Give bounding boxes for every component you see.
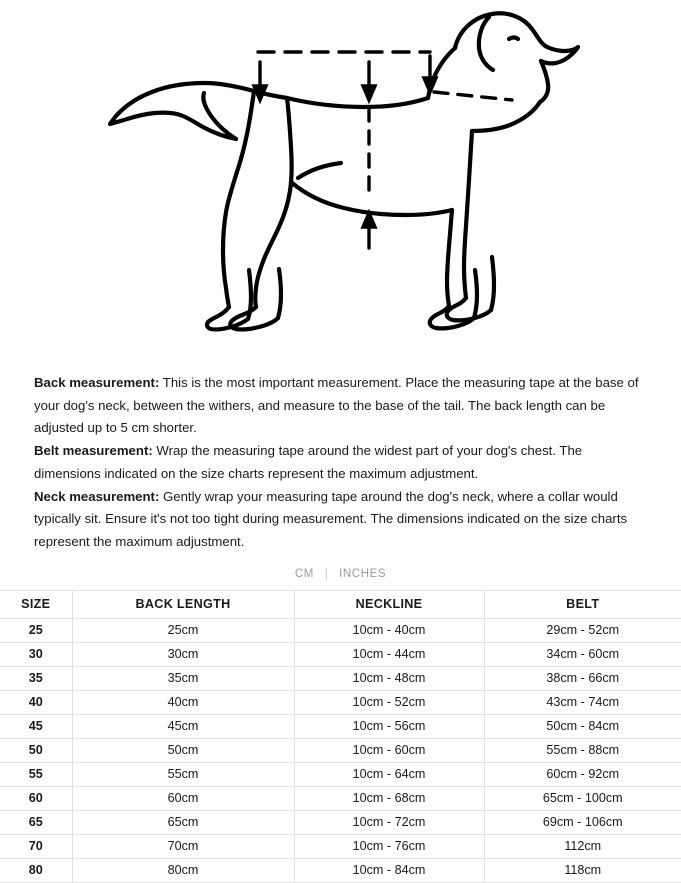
cell-belt: 38cm - 66cm: [484, 666, 681, 690]
cell-neckline: 10cm - 44cm: [294, 642, 484, 666]
cell-back-length: 35cm: [72, 666, 294, 690]
cell-size: 80: [0, 858, 72, 882]
cell-back-length: 30cm: [72, 642, 294, 666]
cell-neckline: 10cm - 84cm: [294, 858, 484, 882]
column-header-size: SIZE: [0, 590, 72, 618]
cell-neckline: 10cm - 60cm: [294, 738, 484, 762]
cell-neckline: 10cm - 64cm: [294, 762, 484, 786]
cell-neckline: 10cm - 76cm: [294, 834, 484, 858]
cell-belt: 43cm - 74cm: [484, 690, 681, 714]
neck-dashed-line: [434, 92, 512, 100]
cell-back-length: 70cm: [72, 834, 294, 858]
back-measurement-description: [34, 372, 647, 440]
belt-measurement-label: Belt measurement:: [34, 443, 153, 459]
dog-outline-svg: [0, 0, 681, 360]
measurement-descriptions: [0, 360, 681, 554]
neck-measurement-text: Gently wrap your measuring tape around the dog's neck, where a collar would typically sit. Ensure it's not too tight during measurement. The dimensions indicated on the size charts represent the maximum adjustment.: [34, 488, 628, 549]
table-header-row: [0, 590, 681, 618]
unit-separator: |: [324, 567, 329, 580]
cell-size: 30: [0, 642, 72, 666]
cell-belt: 60cm - 92cm: [484, 762, 681, 786]
cell-belt: 55cm - 88cm: [484, 738, 681, 762]
table-row: [0, 738, 681, 762]
cell-back-length: 65cm: [72, 810, 294, 834]
dog-measurement-diagram: [0, 0, 681, 360]
unit-inches-option[interactable]: INCHES: [339, 567, 387, 580]
column-header-belt: BELT: [484, 590, 681, 618]
cell-size: 65: [0, 810, 72, 834]
cell-belt: 29cm - 52cm: [484, 618, 681, 642]
table-row: [0, 786, 681, 810]
table-row: [0, 714, 681, 738]
cell-neckline: 10cm - 48cm: [294, 666, 484, 690]
cell-size: 25: [0, 618, 72, 642]
table-row: [0, 858, 681, 882]
table-row: [0, 618, 681, 642]
cell-belt: 50cm - 84cm: [484, 714, 681, 738]
size-chart-body: [0, 618, 681, 882]
cell-belt: 118cm: [484, 858, 681, 882]
cell-back-length: 45cm: [72, 714, 294, 738]
table-row: [0, 666, 681, 690]
cell-neckline: 10cm - 56cm: [294, 714, 484, 738]
cell-neckline: 10cm - 68cm: [294, 786, 484, 810]
unit-cm-option[interactable]: CM: [294, 567, 314, 580]
belt-measurement-description: [34, 440, 647, 485]
neck-measurement-label: Neck measurement:: [34, 488, 160, 504]
table-row: [0, 690, 681, 714]
cell-belt: 112cm: [484, 834, 681, 858]
column-header-back-length: BACK LENGTH: [72, 590, 294, 618]
cell-back-length: 40cm: [72, 690, 294, 714]
cell-neckline: 10cm - 72cm: [294, 810, 484, 834]
neck-measurement-description: [34, 486, 647, 554]
cell-size: 40: [0, 690, 72, 714]
table-row: [0, 834, 681, 858]
cell-size: 50: [0, 738, 72, 762]
cell-size: 60: [0, 786, 72, 810]
table-row: [0, 762, 681, 786]
cell-size: 35: [0, 666, 72, 690]
back-measurement-label: Back measurement:: [34, 375, 160, 390]
belt-measurement-text: Wrap the measuring tape around the widest part of your dog's chest. The dimensions indicated on the size charts represent the maximum adjustment.: [34, 443, 583, 481]
cell-back-length: 55cm: [72, 762, 294, 786]
cell-neckline: 10cm - 52cm: [294, 690, 484, 714]
column-header-neckline: NECKLINE: [294, 590, 484, 618]
cell-size: 45: [0, 714, 72, 738]
cell-size: 55: [0, 762, 72, 786]
cell-neckline: 10cm - 40cm: [294, 618, 484, 642]
cell-back-length: 60cm: [72, 786, 294, 810]
cell-size: 70: [0, 834, 72, 858]
size-chart-table: [0, 590, 681, 883]
cell-back-length: 80cm: [72, 858, 294, 882]
cell-belt: 69cm - 106cm: [484, 810, 681, 834]
back-measurement-text: This is the most important measurement. Place the measuring tape at the base of your dog's neck, between the withers, and measure to the base of the tail. The back length can be adjusted up to 5 cm shorter.: [34, 375, 639, 436]
table-row: [0, 810, 681, 834]
unit-toggle[interactable]: [0, 568, 681, 580]
cell-back-length: 50cm: [72, 738, 294, 762]
table-row: [0, 642, 681, 666]
cell-back-length: 25cm: [72, 618, 294, 642]
cell-belt: 34cm - 60cm: [484, 642, 681, 666]
cell-belt: 65cm - 100cm: [484, 786, 681, 810]
